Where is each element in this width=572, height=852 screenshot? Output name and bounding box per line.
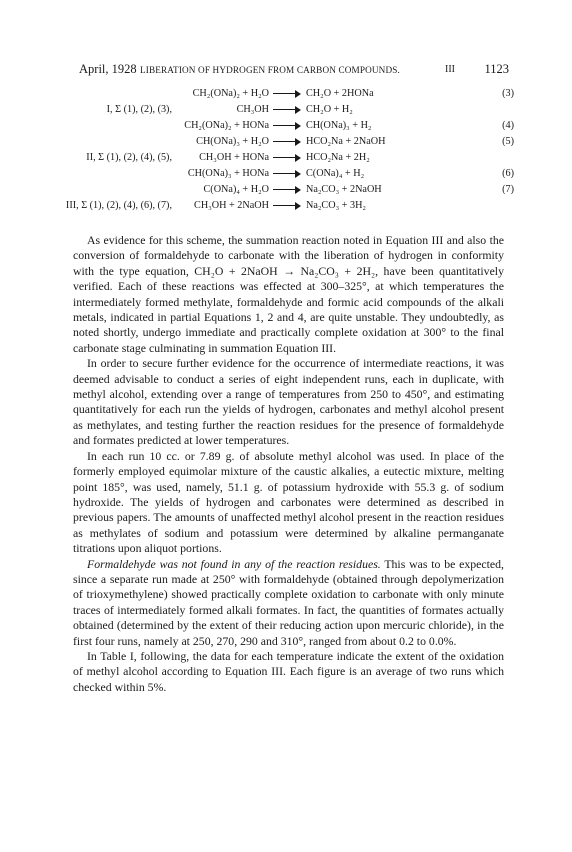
equation-rhs: Na₂CO₃ + 2NaOH — [306, 184, 382, 195]
equation-label: III, Σ (1), (2), (4), (6), (7), — [65, 200, 172, 211]
equation-number: (7) — [502, 184, 514, 195]
equation-lhs: CH₂(ONa)₂ + H₂O — [192, 88, 269, 99]
equation-7 — [74, 182, 514, 197]
header-page-number: 1123 — [484, 62, 509, 76]
equation-rhs: CH(ONa)₃ + H₂ — [306, 120, 372, 131]
equation-lhs: C(ONa)₄ + H₂O — [203, 184, 269, 195]
paragraph-intermediate-reactions: In order to secure further evidence for the occurrence of intermediate reactions, it was deemed advisable to conduct a series of eight independent runs, each in duplicate, with methyl alcohol, extending over a range of temperatures from 250 to 450°, and estimating quantitatively for each run the yields of hydrogen, carbonates and methyl alcohol present as methylates, and testing further the reaction residues for the presence of formaldehyde and formates predicted at lower temperatures. — [73, 356, 504, 448]
equation-rhs: CH₂O + 2HONa — [306, 88, 374, 99]
equation-number: (4) — [502, 120, 514, 131]
body-text — [73, 233, 504, 695]
equation-label: II, Σ (1), (2), (4), (5), — [86, 152, 172, 163]
equation-lhs: CH₃OH + HONa — [199, 152, 269, 163]
equation-6 — [74, 166, 514, 181]
paragraph-method: In each run 10 cc. or 7.89 g. of absolute methyl alcohol was used. In place of the formerly employed equimolar mixture of the caustic alkalies, a eutectic mixture, melting point 185°, was used, namely, 51.1 g. of potassium hydroxide with 55.3 g. of sodium hydroxide. The yields of hydrogen and carbonates were determined as described in previous papers. The amounts of unaffected methyl alcohol present in the reaction residues as methylates of sodium and potassium were determined by alkaline permanganate titrations upon aliquot portions. — [73, 448, 504, 556]
equation-rhs: HCO₂Na + 2H₂ — [306, 152, 370, 163]
paragraph-table-intro: In Table I, following, the data for each temperature indicate the extent of the oxidation of methyl alcohol according to Equation III. Each figure is an average of two runs which checked within 5%. — [73, 648, 504, 694]
equation-rhs: HCO₂Na + 2NaOH — [306, 136, 386, 147]
italic-statement: Formaldehyde was not found in any of the reaction residues. — [87, 556, 381, 571]
equation-lhs: CH₂(ONa)₂ + HONa — [184, 120, 269, 131]
paragraph-formaldehyde-text: This was to be expected, since a separate run made at 250° with formaldehyde (obtained through depolymerization of trioxymethylene) showed practically complete oxidation to carbonate with only minute traces of intermediately formed alkali formates. In fact, the quantities of formates actually obtained (determined by the extent of their reducing action upon mercuric chloride), in the first four runs, namely at 250, 270, 290 and 310°, ranged from about 0.2 to 0.0%. — [73, 556, 504, 648]
equation-number: (6) — [502, 168, 514, 179]
equation-rhs: C(ONa)₄ + H₂ — [306, 168, 365, 179]
equation-lhs: CH₃OH — [236, 104, 269, 115]
equation-rhs: Na₂CO₃ + 3H₂ — [306, 200, 366, 211]
equation-label: I, Σ (1), (2), (3), — [106, 104, 172, 115]
summation-equation-II — [74, 150, 514, 165]
equation-lhs: CH(ONa)₃ + H₂O — [196, 136, 269, 147]
summation-equation-I — [74, 102, 514, 117]
equation-number: (3) — [502, 88, 514, 99]
paragraph-evidence: As evidence for this scheme, the summation reaction noted in Equation III and also the conversion of formaldehyde to carbonate with the liberation of hydrogen in conformity with the type equation, CH₂O + 2NaOH → Na₂CO₃ + 2H₂, have been quantitatively verified. Each of these reactions was effected at 300–325°, at which temperatures the intermediately formed methylate, formaldehyde and formic acid compounds of the alkali metals, indicated in partial Equations 1, 2 and 4, are quite unstable. They undoubtedly, as noted shortly, undergo immediate and practically complete oxidation at 300° to the final carbonate stage culminating in summation Equation III. — [73, 233, 504, 355]
equation-4 — [74, 118, 514, 133]
header-volume: III — [445, 64, 455, 75]
equation-number: (5) — [502, 136, 514, 147]
equation-lhs: CH₃OH + 2NaOH — [194, 200, 269, 211]
summation-equation-III — [65, 198, 514, 213]
equation-rhs: CH₂O + H₂ — [306, 104, 353, 115]
equation-3 — [74, 86, 514, 101]
equation-lhs: CH(ONa)₃ + HONa — [187, 168, 269, 179]
header-date: April, 1928 — [79, 62, 137, 76]
header-title: LIBERATION OF HYDROGEN FROM CARBON COMPOUNDS. — [140, 65, 400, 75]
paragraph-formaldehyde — [73, 557, 504, 649]
equation-5 — [74, 134, 514, 149]
